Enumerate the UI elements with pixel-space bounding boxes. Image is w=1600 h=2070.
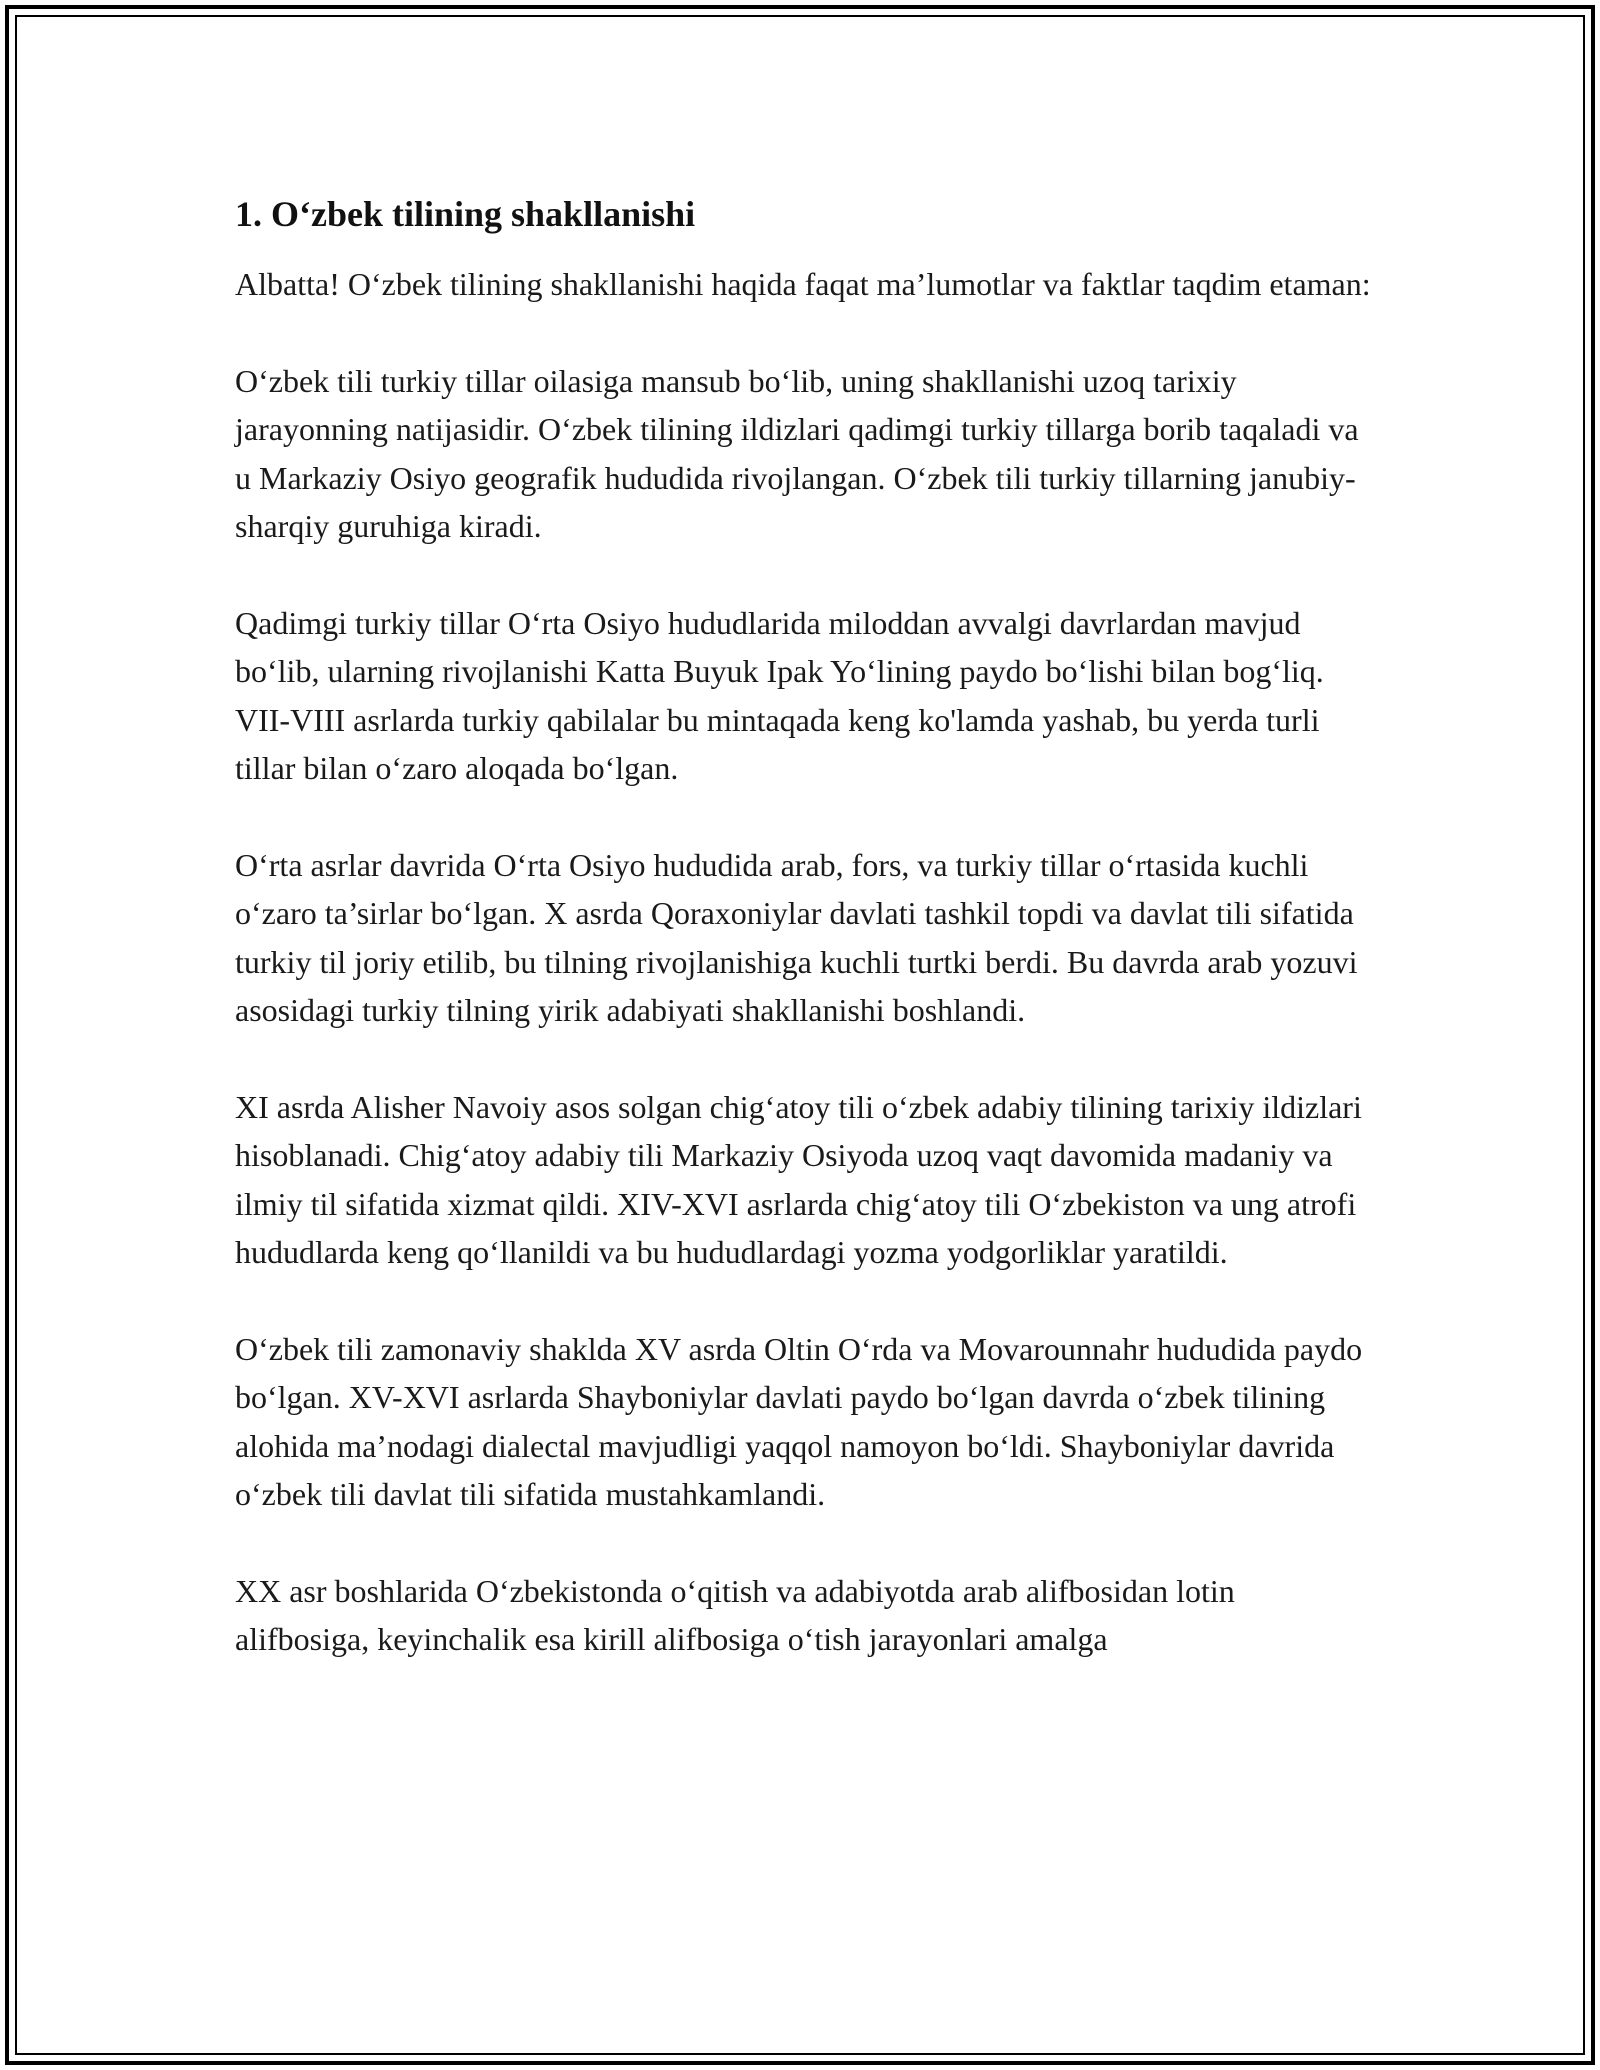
section-heading: 1. O‘zbek tilining shakllanishi — [235, 194, 696, 234]
document-body — [235, 188, 1375, 1712]
paragraph-middle-ages: O‘rta asrlar davrida O‘rta Osiyo hududida arab, fors, va turkiy tillar o‘rtasida kuchli o‘zaro ta’sirlar bo‘lgan. X asrda Qoraxoniylar davlati tashkil topdi va davlat tili sifatida turkiy til joriy etilib, bu tilning rivojlanishiga kuchli turtki berdi. Bu davrda arab yozuvi asosidagi turkiy tilning yirik adabiyati shakllanishi boshlandi. — [235, 846, 1358, 1028]
paragraph-origins: O‘zbek tili turkiy tillar oilasiga mansub bo‘lib, uning shakllanishi uzoq tarixiy jarayonning natijasidir. O‘zbek tilining ildizlari qadimgi turkiy tillarga borib taqaladi va u Markaziy Osiyo geografik hududida rivojlangan. O‘zbek tili turkiy tillarning janubiy-sharqiy guruhiga kiradi. — [235, 362, 1359, 544]
paragraph-chagatai: XI asrda Alisher Navoiy asos solgan chig‘atoy tili o‘zbek adabiy tilining tarixiy ildizlari hisoblanadi. Chig‘atoy adabiy tili Markaziy Osiyoda uzoq vaqt davomida madaniy va ilmiy til sifatida xizmat qildi. XIV-XVI asrlarda chig‘atoy tili O‘zbekiston va ung atrofi hududlarda keng qo‘llanildi va bu hududlardagi yozma yodgorliklar yaratildi. — [235, 1088, 1362, 1270]
paragraph-intro: Albatta! O‘zbek tilining shakllanishi haqida faqat ma’lumotlar va faktlar taqdim etaman: — [235, 266, 1371, 302]
paragraph-20th-century: XX asr boshlarida O‘zbekistonda o‘qitish va adabiyotda arab alifbosidan lotin alifbosiga, keyinchalik esa kirill alifbosiga o‘tish jarayonlari amalga — [235, 1572, 1235, 1657]
paragraph-modern-form: O‘zbek tili zamonaviy shaklda XV asrda Oltin O‘rda va Movarounnahr hududida paydo bo‘lgan. XV-XVI asrlarda Shayboniylar davlati paydo bo‘lgan davrda o‘zbek tilining alohida ma’nodagi dialectal mavjudligi yaqqol namoyon bo‘ldi. Shayboniylar davrida o‘zbek tili davlat tili sifatida mustahkamlandi. — [235, 1330, 1363, 1512]
paragraph-ancient-turkic: Qadimgi turkiy tillar O‘rta Osiyo hududlarida miloddan avvalgi davrlardan mavjud bo‘lib, ularning rivojlanishi Katta Buyuk Ipak Yo‘lining paydo bo‘lishi bilan bog‘liq. VII-VIII asrlarda turkiy qabilalar bu mintaqada keng ko'lamda yashab, bu yerda turli tillar bilan o‘zaro aloqada bo‘lgan. — [235, 604, 1324, 786]
